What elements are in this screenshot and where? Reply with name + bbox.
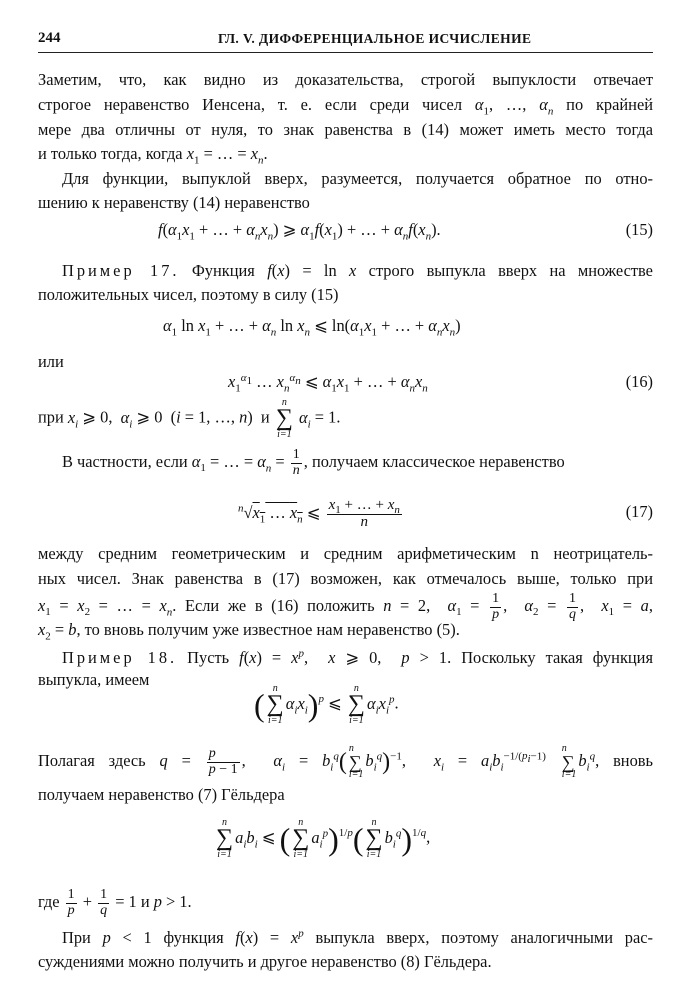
example17-line2: положительных чисел, поэтому в силу (15) [38, 285, 339, 304]
equation-convex-power: ( n ∑ i=1 $\alpha_ix_i)^p$ ⩽ n ∑ i=1 $\alpha_ix_i^p$. [254, 683, 399, 726]
or-text: или [38, 352, 64, 371]
equation-16-number: (16) [625, 372, 653, 391]
para5-line1: Полагая здесь q = $\frac{p}{p - 1}$ , $\alpha_i = b_i^q$( n ∑ i=1 $b_i^q)^{-1}$, $x_i = a_ib_i^{-1/(p_i-1)}$ n ∑ i=1 $b_i^q$, вновь [38, 743, 653, 781]
equation-16: $x_1^{\alpha_1}$ … $x_n^{\alpha_n}$ ⩽ $\alpha_1x_1$ + … + $\alpha_nx_n$ [228, 371, 428, 395]
equation-hoelder: n ∑ i=1 $a_ib_i$ ⩽ ( n ∑ i=1 $a_i^p)^{1/p}$( n ∑ i=1 $b_i^q)^{1/q}$, [216, 817, 431, 860]
para3-line1: В частности, если $\alpha_1$ = … = $\alpha_n$ = $\frac{1}{n}$ , получаем классическое неравенство [62, 447, 565, 478]
equation-17: $^n√x_1$ … $x_n$ ⩽ $\frac{x_1 + \dots + x_n}{n}$ [238, 497, 400, 530]
para4-line4: $x_2 = b$, то вновь получим уже известное нам неравенство (5). [38, 620, 460, 643]
page-number: 244 [38, 30, 61, 46]
book-page [38, 0, 653, 1000]
condition-16: при $x_i$ ⩾ 0, $\alpha_i$ ⩾ 0 (i = 1, …, n) и n ∑ i=1 $\alpha_i = 1$. [38, 397, 341, 440]
example18-line2: выпукла, имеем [38, 670, 150, 689]
para4-line2: ных чисел. Знак равенства в (17) возможен, как отмечалось выше, только при [38, 569, 653, 588]
page-header [38, 26, 653, 53]
where-line: где $\frac{1}{p}$ + $\frac{1}{q}$ = 1 и p > 1. [38, 887, 192, 918]
para2-line2: шению к неравенству (14) неравенство [38, 193, 310, 212]
para6-line1: При p < 1 функция $f(x) = x^p$ выпукла вверх, поэтому аналогичными рас- [62, 927, 654, 947]
example17-label: Пример 17. [62, 261, 180, 280]
example18-label: Пример 18. [62, 648, 178, 667]
example18-line1: Пример 18. Пусть $f(x) = x^p$, x ⩾ 0, p > 1. Поскольку такая функция [62, 647, 653, 667]
para5-line2: получаем неравенство (7) Гёльдера [38, 785, 285, 804]
para6-line2: суждениями можно получить и другое неравенство (8) Гёльдера. [38, 952, 492, 971]
equation-15: $f(\alpha_1x_1$ + … + $\alpha_nx_n$) ⩾ $\alpha_1f(x_1)$ + … + $\alpha_nf(x_n)$. [158, 220, 441, 243]
para1-line1: Заметим, что, как видно из доказательства, строгой выпуклости отвечает [38, 70, 653, 89]
equation-15-number: (15) [625, 220, 653, 239]
running-head: ГЛ. V. ДИФФЕРЕНЦИАЛЬНОЕ ИСЧИСЛЕНИЕ [218, 31, 532, 46]
para1-line4: и только тогда, когда $x_1$ = … = $x_n$. [38, 144, 268, 167]
example17-line1: Пример 17. Функция f(x) = ln x строго выпукла вверх на множестве [62, 261, 653, 280]
para4-line1: между средним геометрическим и средним арифметическим n неотрицатель- [38, 544, 653, 563]
para1-line3: мере два отличны от нуля, то знак равенства в (14) может иметь место тогда [38, 120, 653, 139]
para4-line3: $x_1 = x_2$ = … = $x_n$. Если же в (16) положить n = 2, $\alpha_1$ = $\frac{1}{p}$ , $\alpha_2$ = $\frac{1}{q}$ , $x_1 = a$, [38, 591, 653, 622]
equation-17-number: (17) [625, 502, 653, 521]
equation-concave-log: $\alpha_1$ $\ln x_1$ + … + $\alpha_n$ $\ln x_n$ ⩽ $\ln(\alpha_1x_1$ + … + $\alpha_nx_n$) [163, 316, 461, 339]
para2-line1: Для функции, выпуклой вверх, разумеется, получается обратное по отно- [62, 169, 653, 188]
para1-line2: строгое неравенство Иенсена, т. е. если среди чисел $\alpha_1$, …, $\alpha_n$ по крайней [38, 95, 653, 118]
